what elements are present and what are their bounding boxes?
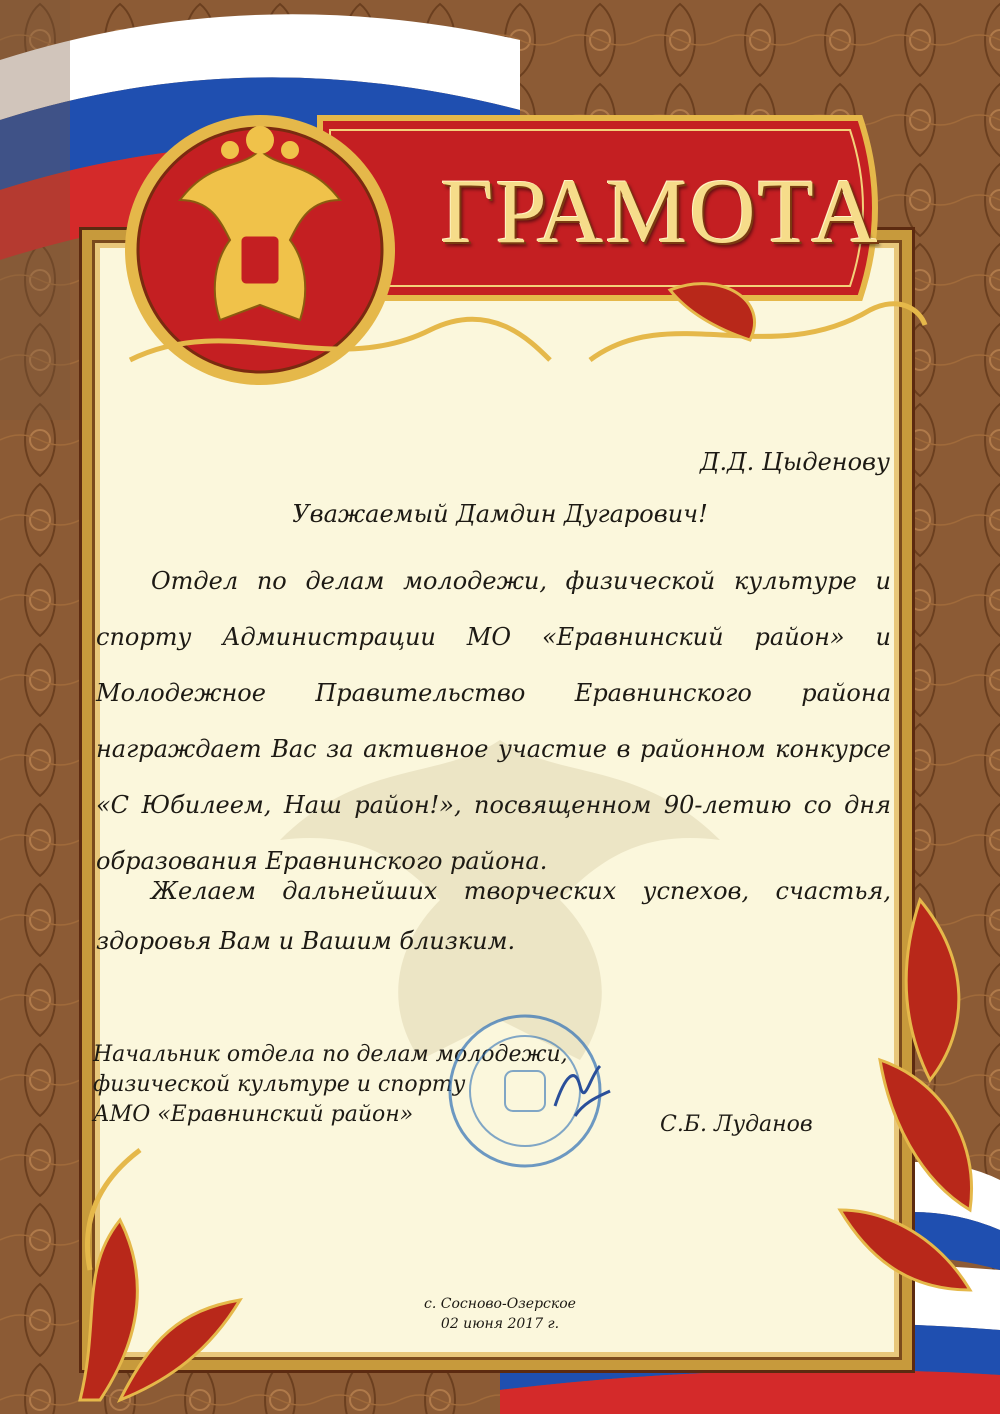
signatory-position-line: Начальник отдела по делам молодежи, [93, 1042, 568, 1067]
certificate-title: ГРАМОТА [440, 160, 880, 262]
issue-place: с. Сосново-Озерское [424, 1296, 576, 1312]
leaf-ornament-bottom-left-icon [60, 1120, 320, 1410]
wishes-text: Желаем дальнейших творческих успехов, счастья, здоровья Вам и Вашим близким. [96, 877, 891, 955]
issue-date: 02 июня 2017 г. [440, 1316, 560, 1332]
signatory-position-line: АМО «Еравнинский район» [93, 1102, 414, 1127]
greeting: Уважаемый Дамдин Дугарович! [292, 500, 708, 528]
signatory-position-line: физической культуре и спорту [93, 1072, 466, 1097]
official-stamp-icon [435, 1006, 625, 1176]
addressee: Д.Д. Цыденову [700, 448, 890, 476]
scroll-ornament-top-icon [110, 270, 930, 390]
award-text: Отдел по делам молодежи, физической культуре и спорту Администрации МО «Еравнинский район» и Молодежное Правительство Еравнинского района награждает Вас за активное участие в районном конкурсе «С Юбилеем, Наш район!», посвященном 90-летию со дня образования Еравнинского района. [96, 567, 891, 875]
signatory-name: С.Б. Луданов [660, 1112, 813, 1137]
